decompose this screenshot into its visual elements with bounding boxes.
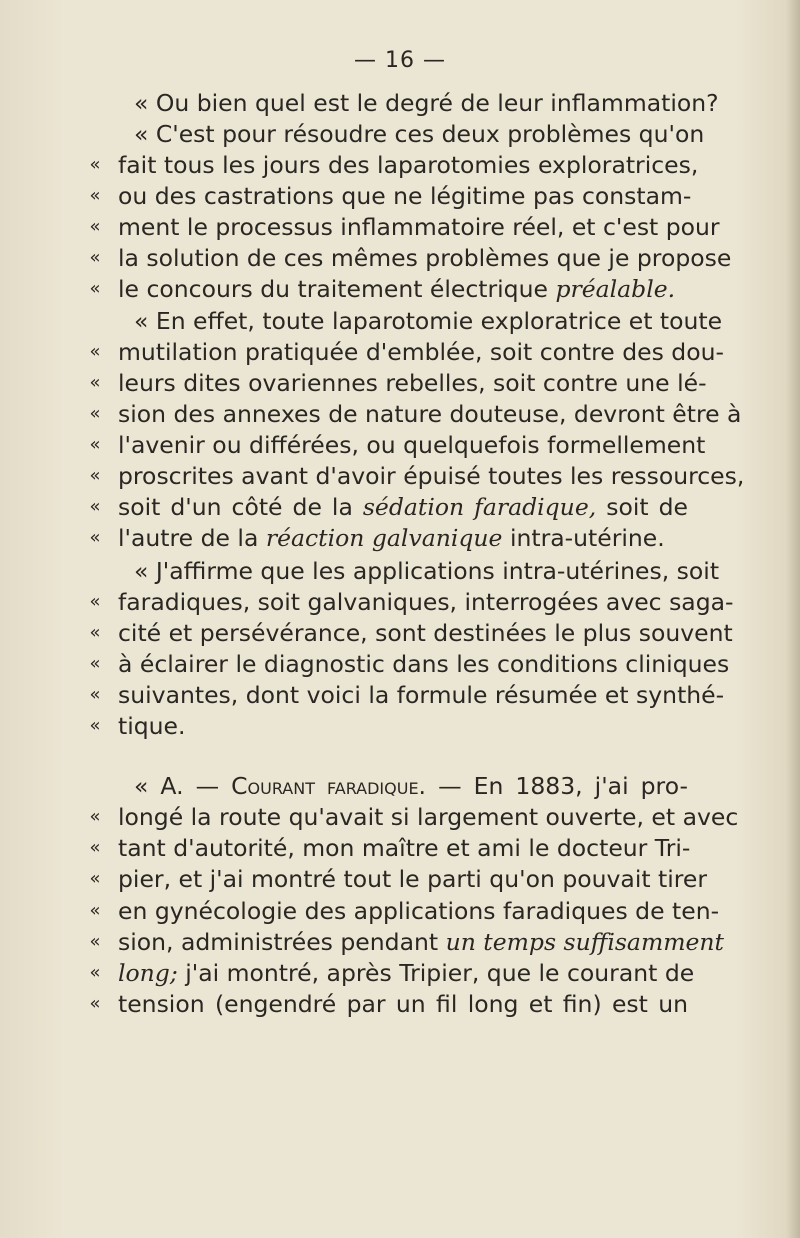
italic-phrase: sédation faradique, (362, 493, 597, 521)
margin-quote-mark: « (89, 806, 101, 827)
text-line (118, 802, 739, 832)
text-line (118, 274, 688, 304)
margin-quote-mark: « (89, 154, 101, 175)
margin-quote-mark: « (89, 962, 101, 983)
margin-quote-mark: « (89, 622, 101, 643)
text-line (134, 119, 705, 149)
margin-quote-mark: « (89, 185, 101, 206)
margin-quote-mark: « (89, 341, 101, 362)
margin-quote-mark: « (89, 527, 101, 548)
text-line (134, 771, 688, 801)
margin-quote-mark: « (89, 684, 101, 705)
line-text: le concours du traitement électrique (118, 275, 548, 303)
margin-quote-mark: « (89, 465, 101, 486)
text-line (118, 649, 730, 679)
text-line (118, 150, 699, 180)
text-line (118, 523, 688, 553)
line-text: tension (engendré par un fil long et fin) est un (118, 990, 688, 1018)
text-line (134, 556, 720, 586)
line-text: « A. — (134, 772, 232, 800)
margin-quote-mark: « (89, 837, 101, 858)
line-text: suivantes, dont voici la formule résumée et synthé- (118, 681, 725, 709)
line-text: « Ou bien quel est le degré de leur inflammation? (134, 89, 719, 117)
line-text: « J'affirme que les applications intra-utérines, soit (134, 557, 720, 585)
text-line (118, 833, 691, 863)
line-text: soit de (606, 493, 688, 521)
line-text: tant d'autorité, mon maître et ami le docteur Tri- (118, 834, 691, 862)
line-text: fait tous les jours des laparotomies exploratrices, (118, 151, 699, 179)
line-text: pier, et j'ai montré tout le parti qu'on pouvait tirer (118, 865, 708, 893)
text-line (118, 711, 688, 741)
line-text: la solution de ces mêmes problèmes que je propose (118, 244, 732, 272)
text-line (118, 181, 692, 211)
line-text: leurs dites ovariennes rebelles, soit contre une lé- (118, 369, 707, 397)
text-line (118, 461, 745, 491)
text-line (118, 243, 732, 273)
section-heading: Courant faradique. (231, 772, 427, 800)
line-text: faradiques, soit galvaniques, interrogées avec saga- (118, 588, 734, 616)
line-text: l'avenir ou différées, ou quelquefois formellement (118, 431, 706, 459)
text-line (118, 958, 695, 988)
line-text: soit d'un côté de la (118, 493, 353, 521)
margin-quote-mark: « (89, 591, 101, 612)
text-line (118, 618, 733, 648)
line-text: mutilation pratiquée d'emblée, soit contre des dou- (118, 338, 724, 366)
italic-phrase: réaction galvanique (265, 524, 503, 552)
italic-phrase: préalable. (555, 275, 676, 303)
line-text: ment le processus inflammatoire réel, et c'est pour (118, 213, 720, 241)
line-text: « C'est pour résoudre ces deux problèmes qu'on (134, 120, 705, 148)
text-line (118, 587, 734, 617)
line-text: « En effet, toute laparotomie exploratrice et toute (134, 307, 723, 335)
line-text: j'ai montré, après Tripier, que le courant de (185, 959, 695, 987)
margin-quote-mark: « (89, 653, 101, 674)
italic-phrase: long; (118, 959, 178, 987)
text-line (118, 864, 708, 894)
text-line (118, 989, 688, 1019)
text-line (118, 680, 725, 710)
text-line (118, 337, 724, 367)
margin-quote-mark: « (89, 900, 101, 921)
line-text: intra-utérine. (509, 524, 665, 552)
text-line (118, 492, 688, 522)
line-text: à éclairer le diagnostic dans les conditions cliniques (118, 650, 730, 678)
text-line (118, 927, 724, 957)
text-line (118, 430, 706, 460)
margin-quote-mark: « (89, 434, 101, 455)
margin-quote-mark: « (89, 715, 101, 736)
margin-quote-mark: « (89, 216, 101, 237)
margin-quote-mark: « (89, 496, 101, 517)
margin-quote-mark: « (89, 868, 101, 889)
margin-quote-mark: « (89, 278, 101, 299)
text-line (134, 306, 723, 336)
text-line (118, 368, 707, 398)
line-text: proscrites avant d'avoir épuisé toutes les ressources, (118, 462, 745, 490)
line-text: tique. (118, 712, 186, 740)
line-text: sion, administrées pendant (118, 928, 439, 956)
line-text: longé la route qu'avait si largement ouverte, et avec (118, 803, 739, 831)
line-text: cité et persévérance, sont destinées le plus souvent (118, 619, 733, 647)
line-text: en gynécologie des applications faradiques de ten- (118, 897, 720, 925)
line-text: sion des annexes de nature douteuse, devront être à (118, 400, 742, 428)
text-line (118, 399, 742, 429)
margin-quote-mark: « (89, 993, 101, 1014)
italic-phrase: un temps suffisamment (445, 928, 724, 956)
margin-quote-mark: « (89, 931, 101, 952)
margin-quote-mark: « (89, 247, 101, 268)
line-text: — En 1883, j'ai pro- (426, 772, 688, 800)
text-line (118, 212, 720, 242)
text-line (118, 896, 720, 926)
line-text: l'autre de la (118, 524, 259, 552)
page-number: — 16 — (354, 48, 446, 73)
text-line (134, 88, 719, 118)
margin-quote-mark: « (89, 403, 101, 424)
margin-quote-mark: « (89, 372, 101, 393)
line-text: ou des castrations que ne légitime pas constam- (118, 182, 692, 210)
